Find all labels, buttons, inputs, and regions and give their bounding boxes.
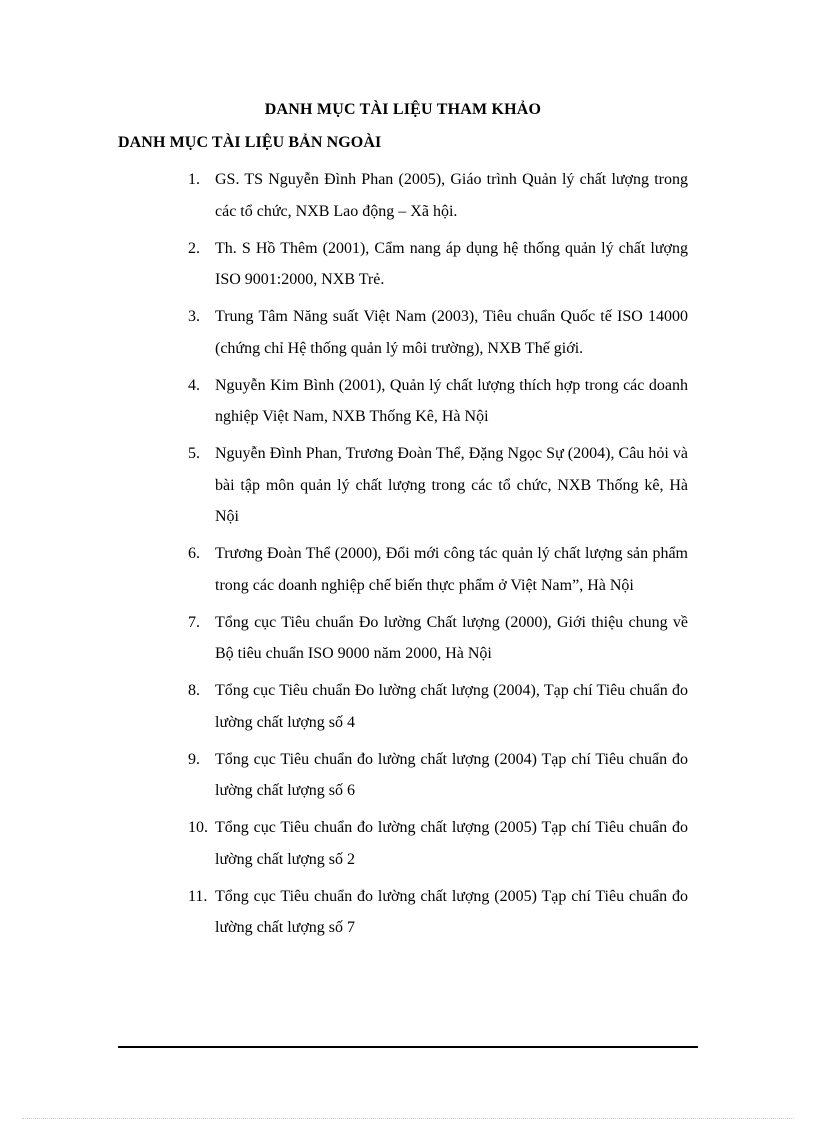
page-title: DANH MỤC TÀI LIỆU THAM KHẢO [264,101,542,118]
reference-text: Nguyễn Đình Phan, Trương Đoàn Thể, Đặng Ngọc Sự (2004), Câu hỏi và bài tập môn quản lý chất lượng trong các tổ chức, NXB Thống kê, Hà Nội [215,445,688,525]
reference-text: Tổng cục Tiêu chuẩn Đo lường chất lượng (2004), Tạp chí Tiêu chuẩn đo lường chất lượng số 4 [215,682,688,731]
reference-item [0,812,816,875]
reference-item [0,233,816,296]
reference-item [0,881,816,944]
reference-number: 1. [188,171,200,188]
reference-list [0,164,816,949]
reference-text: Tổng cục Tiêu chuẩn đo lường chất lượng (2004) Tạp chí Tiêu chuẩn đo lường chất lượng số 6 [215,750,688,799]
reference-item [0,538,816,601]
reference-item [0,301,816,364]
reference-item [0,438,816,533]
reference-item [0,744,816,807]
reference-number: 3. [188,308,200,325]
reference-text: GS. TS Nguyễn Đình Phan (2005), Giáo trình Quản lý chất lượng trong các tổ chức, NXB Lao động – Xã hội. [215,171,688,220]
reference-number: 11. [188,887,208,905]
reference-item [0,164,816,227]
page-edge-divider [22,1118,794,1119]
reference-text: Nguyễn Kim Bình (2001), Quản lý chất lượng thích hợp trong các doanh nghiệp Việt Nam, NXB Thống Kê, Hà Nội [215,376,688,425]
reference-item [0,675,816,738]
reference-number: 7. [188,613,200,631]
section-heading: DANH MỤC TÀI LIỆU BẢN NGOÀI [118,134,382,151]
reference-number: 8. [188,682,200,699]
reference-item [0,370,816,433]
reference-number: 10. [188,819,208,836]
reference-number: 6. [188,545,200,562]
reference-text: Tổng cục Tiêu chuẩn Đo lường Chất lượng (2000), Giới thiệu chung về Bộ tiêu chuẩn ISO 9000 năm 2000, Hà Nội [215,613,688,662]
reference-text: Th. S Hồ Thêm (2001), Cẩm nang áp dụng hệ thống quản lý chất lượng ISO 9001:2000, NXB Trẻ. [215,239,688,288]
reference-item [0,607,816,670]
reference-number: 9. [188,750,200,768]
reference-text: Tổng cục Tiêu chuẩn đo lường chất lượng (2005) Tạp chí Tiêu chuẩn đo lường chất lượng số 2 [215,819,688,868]
reference-text: Trương Đoàn Thể (2000), Đổi mới công tác quản lý chất lượng sản phẩm trong các doanh nghiệp chế biến thực phẩm ở Việt Nam”, Hà Nội [215,545,688,594]
reference-number: 5. [188,445,200,462]
reference-text: Trung Tâm Năng suất Việt Nam (2003), Tiêu chuẩn Quốc tế ISO 14000 (chứng chỉ Hệ thống quản lý môi trường), NXB Thế giới. [215,308,688,357]
reference-text: Tổng cục Tiêu chuẩn đo lường chất lượng (2005) Tạp chí Tiêu chuẩn đo lường chất lượng số 7 [215,887,688,936]
reference-number: 2. [188,239,200,257]
reference-number: 4. [188,376,200,394]
footer-rule [118,1046,698,1048]
